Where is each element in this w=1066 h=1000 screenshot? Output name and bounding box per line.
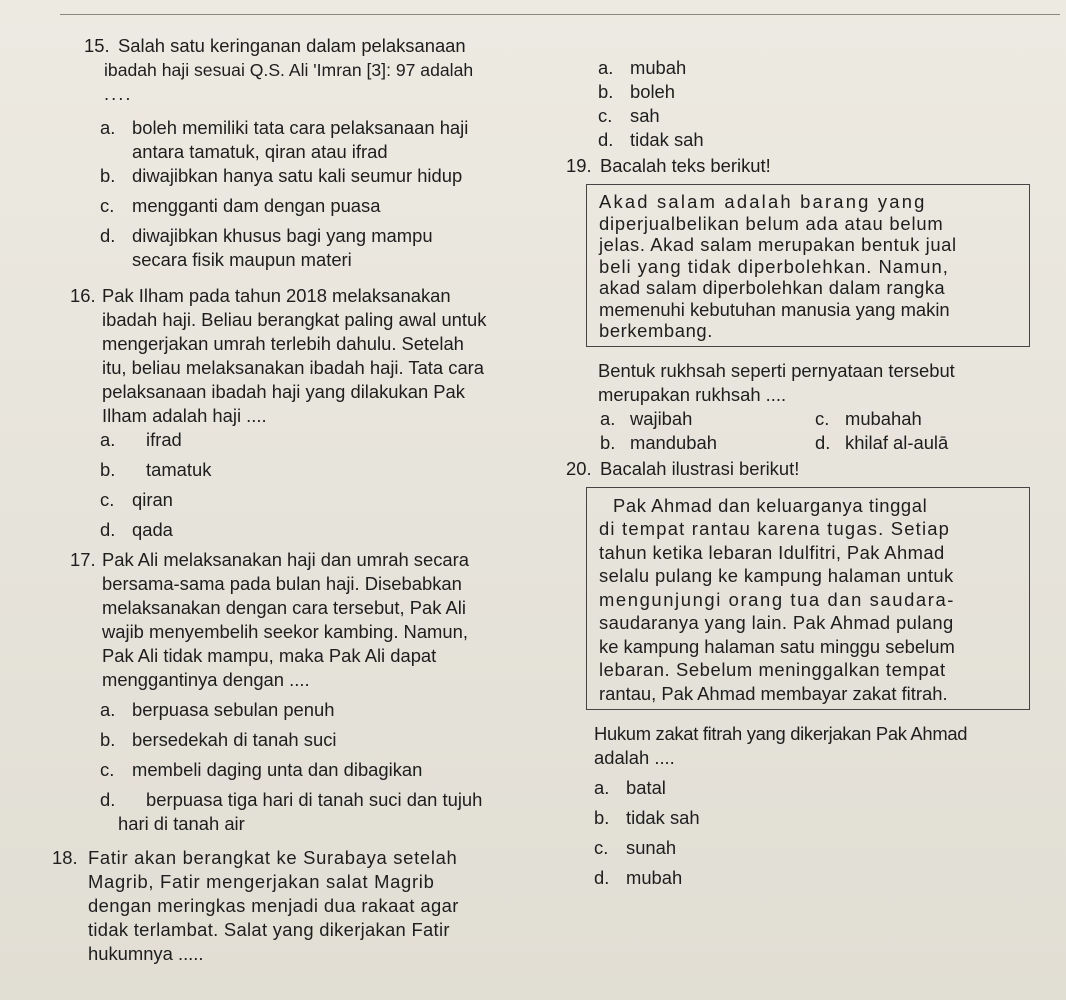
question-text: merupakan rukhsah .... xyxy=(598,383,787,405)
reading-text-box-20 xyxy=(586,487,1030,711)
question-stem-line: Ilham adalah haji .... xyxy=(102,405,267,426)
option-text: berpuasa sebulan penuh xyxy=(132,699,335,720)
option-18d[interactable] xyxy=(598,128,1030,152)
option-letter: d. xyxy=(815,431,831,453)
question-stem-line: tidak terlambat. Salat yang dikerjakan Fatir xyxy=(88,919,450,940)
reading-text-box-19 xyxy=(586,184,1030,347)
option-20c[interactable] xyxy=(594,836,1030,860)
option-15b[interactable] xyxy=(100,164,570,188)
passage-line: selalu pulang ke kampung halaman untuk xyxy=(599,565,954,586)
option-letter: d. xyxy=(598,129,614,150)
question-stem-line: Magrib, Fatir mengerjakan salat Magrib xyxy=(88,871,435,892)
option-letter: b. xyxy=(598,81,614,102)
option-text: diwajibkan hanya satu kali seumur hidup xyxy=(132,165,463,186)
question-19-prompt xyxy=(598,359,1030,407)
option-text: boleh memiliki tata cara pelaksanaan haji xyxy=(132,117,469,138)
question-stem-line: dengan meringkas menjadi dua rakaat agar xyxy=(88,895,459,916)
question-stem-line: hukumnya ..... xyxy=(88,943,204,964)
option-letter: b. xyxy=(600,431,616,453)
question-text: Bentuk rukhsah seperti pernyataan tersebut xyxy=(598,359,955,381)
option-text: qada xyxy=(132,519,173,540)
question-19 xyxy=(566,154,1030,178)
option-text: tamatuk xyxy=(146,459,212,480)
option-19d[interactable] xyxy=(815,431,1030,455)
option-text: sah xyxy=(630,105,660,126)
option-letter: b. xyxy=(100,459,116,480)
option-letter: c. xyxy=(100,195,115,216)
passage-line: akad salam diperbolehkan dalam rangka xyxy=(599,277,946,298)
option-letter: a. xyxy=(598,57,614,78)
option-letter: a. xyxy=(100,429,116,450)
passage-line: tahun ketika lebaran Idulfitri, Pak Ahmad xyxy=(599,541,945,563)
question-stem-line: menggantinya dengan .... xyxy=(102,669,310,690)
option-18c[interactable] xyxy=(598,104,1030,128)
option-letter: c. xyxy=(598,105,613,126)
question-stem-line: ibadah haji sesuai Q.S. Ali 'Imran [3]: 97 adalah xyxy=(104,60,474,80)
passage-line: mengunjungi orang tua dan saudara- xyxy=(599,588,956,610)
option-letter: a. xyxy=(600,407,616,429)
question-stem: Bacalah ilustrasi berikut! xyxy=(600,457,800,479)
option-letter: c. xyxy=(594,837,609,858)
question-text: adalah .... xyxy=(594,747,675,768)
option-text: diwajibkan khusus bagi yang mampu xyxy=(132,225,433,246)
passage-line: diperjualbelikan belum ada atau belum xyxy=(599,212,944,234)
question-stem-line: Fatir akan berangkat ke Surabaya setelah xyxy=(88,847,458,868)
option-19c[interactable] xyxy=(815,407,1030,431)
question-number: 15. xyxy=(84,35,110,56)
option-text: mubah xyxy=(626,867,683,888)
option-text: wajibah xyxy=(630,407,693,429)
option-19b[interactable] xyxy=(600,431,815,455)
option-text: qiran xyxy=(132,489,173,510)
page-top-rule xyxy=(60,14,1060,15)
option-text: khilaf al-aulā xyxy=(845,431,949,453)
option-text: berpuasa tiga hari di tanah suci dan tujuh xyxy=(146,789,483,810)
left-column xyxy=(52,34,570,966)
option-letter: c. xyxy=(100,489,115,510)
passage-line: di tempat rantau karena tugas. Setiap xyxy=(599,518,951,539)
question-stem-line: Pak Ali melaksanakan haji dan umrah secara xyxy=(102,549,469,570)
option-18a[interactable] xyxy=(598,56,1030,80)
right-column xyxy=(566,56,1030,890)
question-stem-line: Pak Ilham pada tahun 2018 melaksanakan xyxy=(102,285,451,306)
option-19a[interactable] xyxy=(600,407,815,431)
question-20 xyxy=(566,457,1030,481)
option-20b[interactable] xyxy=(594,806,1030,830)
options-19 xyxy=(600,407,1030,455)
option-text: mubah xyxy=(630,57,687,78)
passage-line: memenuhi kebutuhan manusia yang makin xyxy=(599,298,950,320)
question-text: Hukum zakat fitrah yang dikerjakan Pak Ahmad xyxy=(594,723,968,744)
passage-line: ke kampung halaman satu minggu sebelum xyxy=(599,635,955,657)
question-number: 17. xyxy=(70,549,96,570)
option-17b[interactable] xyxy=(100,728,570,752)
option-text: batal xyxy=(626,777,666,798)
question-20-prompt xyxy=(594,722,1030,770)
option-text: antara tamatuk, qiran atau ifrad xyxy=(132,141,388,162)
option-15c[interactable] xyxy=(100,194,570,218)
option-text: boleh xyxy=(630,81,675,102)
passage-line: rantau, Pak Ahmad membayar zakat fitrah. xyxy=(599,682,948,704)
question-15 xyxy=(70,34,570,106)
option-16b[interactable] xyxy=(100,458,570,482)
question-number: 18. xyxy=(52,847,78,868)
question-stem-line: wajib menyembelih seekor kambing. Namun, xyxy=(102,621,468,642)
option-17c[interactable] xyxy=(100,758,570,782)
question-stem: Bacalah teks berikut! xyxy=(600,155,771,176)
option-16a[interactable] xyxy=(100,428,570,452)
option-letter: a. xyxy=(100,699,116,720)
question-stem-line: Salah satu keringanan dalam pelaksanaan xyxy=(118,35,466,56)
option-text: mengganti dam dengan puasa xyxy=(132,195,381,216)
option-20d[interactable] xyxy=(594,866,1030,890)
option-text: sunah xyxy=(626,837,677,858)
option-text: mubahah xyxy=(845,407,922,429)
option-text: mandubah xyxy=(630,431,717,453)
passage-line: Pak Ahmad dan keluarganya tinggal xyxy=(613,494,928,516)
option-letter: c. xyxy=(815,407,830,429)
option-17a[interactable] xyxy=(100,698,570,722)
passage-line: jelas. Akad salam merupakan bentuk jual xyxy=(599,234,957,255)
option-text: ifrad xyxy=(146,429,182,450)
question-stem-line: Pak Ali tidak mampu, maka Pak Ali dapat xyxy=(102,645,437,666)
question-18 xyxy=(52,846,570,966)
passage-line: beli yang tidak diperbolehkan. Namun, xyxy=(599,255,949,277)
option-letter: b. xyxy=(100,165,116,186)
option-letter: a. xyxy=(100,117,116,138)
question-blank: .... xyxy=(104,83,133,104)
option-letter: d. xyxy=(100,225,116,246)
option-16d[interactable] xyxy=(100,518,570,542)
option-text: bersedekah di tanah suci xyxy=(132,729,337,750)
option-letter: b. xyxy=(100,729,116,750)
question-stem-line: pelaksanaan ibadah haji yang dilakukan Pak xyxy=(102,381,465,402)
option-text: secara fisik maupun materi xyxy=(132,249,352,270)
option-15a[interactable] xyxy=(100,116,570,164)
option-letter: c. xyxy=(100,759,115,780)
question-stem-line: ibadah haji. Beliau berangkat paling awal untuk xyxy=(102,309,487,330)
passage-line: Akad salam adalah barang yang xyxy=(599,191,927,212)
option-18b[interactable] xyxy=(598,80,1030,104)
question-stem-line: itu, beliau melaksanakan ibadah haji. Tata cara xyxy=(102,357,485,378)
question-number: 16. xyxy=(70,285,96,306)
option-15d[interactable] xyxy=(100,224,570,272)
passage-line: berkembang. xyxy=(599,320,713,341)
option-text: tidak sah xyxy=(630,129,704,150)
passage-line: lebaran. Sebelum meninggalkan tempat xyxy=(599,659,946,680)
question-stem-line: melaksanakan dengan cara tersebut, Pak Ali xyxy=(102,597,466,618)
question-number: 19. xyxy=(566,155,592,176)
option-letter: d. xyxy=(594,867,610,888)
question-17 xyxy=(70,548,570,692)
option-20a[interactable] xyxy=(594,776,1030,800)
question-stem-line: mengerjakan umrah terlebih dahulu. Setelah xyxy=(102,333,464,354)
question-number: 20. xyxy=(566,457,592,479)
option-text: tidak sah xyxy=(626,807,700,828)
option-16c[interactable] xyxy=(100,488,570,512)
option-text: membeli daging unta dan dibagikan xyxy=(132,759,423,780)
passage-line: saudaranya yang lain. Pak Ahmad pulang xyxy=(599,612,954,633)
option-letter: b. xyxy=(594,807,610,828)
option-letter: a. xyxy=(594,777,610,798)
question-16 xyxy=(70,284,570,428)
option-text: hari di tanah air xyxy=(118,813,245,834)
option-17d[interactable] xyxy=(100,788,570,836)
question-stem-line: bersama-sama pada bulan haji. Disebabkan xyxy=(102,573,462,594)
option-letter: d. xyxy=(100,789,116,810)
option-letter: d. xyxy=(100,519,116,540)
